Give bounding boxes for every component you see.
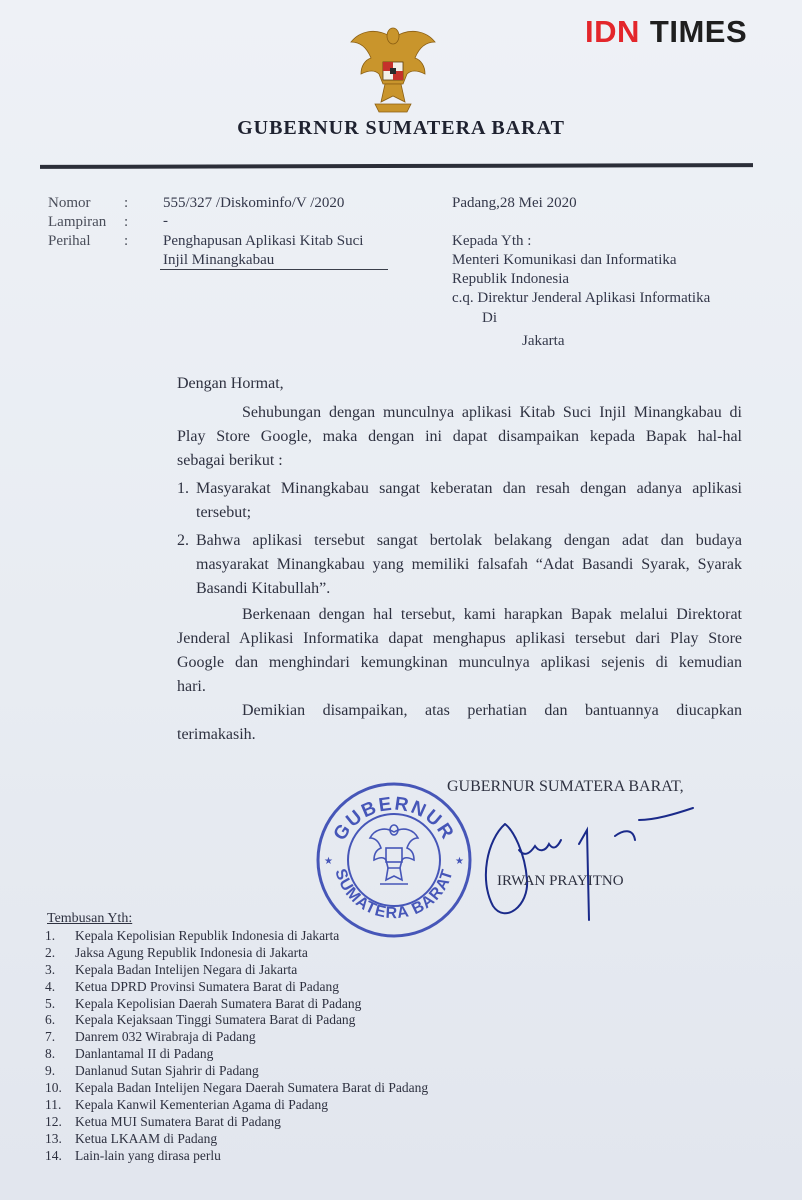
list-item-text: Kepala Kepolisian Republik Indonesia di Jakarta [75,928,340,943]
salutation: Dengan Hormat, [177,375,284,392]
lampiran-label: Lampiran [48,214,107,230]
list-item [45,962,505,979]
list-item-number: 5. [45,995,56,1011]
nomor-label: Nomor [48,195,91,211]
intro-line2: Play Store Google, maka dengan ini dapat disampaikan kepada Bapak hal-hal [177,428,742,445]
point2-line2: masyarakat Minangkabau yang memiliki falsafah “Adat Basandi Syarak, Syarak [196,556,742,573]
letterhead-title: GUBERNUR SUMATERA BARAT [237,117,565,139]
list-item-number: 12. [45,1113,62,1129]
list-item [45,945,505,962]
list-item-text: Danrem 032 Wirabraja di Padang [75,1029,256,1045]
point1-line1: Masyarakat Minangkabau sangat keberatan dan resah dengan adanya aplikasi [196,480,742,497]
intro-line1: Sehubungan dengan munculnya aplikasi Kitab Suci Injil Minangkabau di [242,404,742,421]
list-item-text: Ketua LKAAM di Padang [75,1130,218,1146]
point1-line2: tersebut; [196,504,252,521]
recipient-city: Jakarta [522,333,565,349]
list-item [45,1063,505,1080]
list-item-number: 13. [45,1130,62,1146]
signature-title: GUBERNUR SUMATERA BARAT, [447,778,684,795]
list-item-number: 4. [45,978,56,994]
tembusan-list [45,928,505,1164]
intro-line3: sebagai berikut : [177,452,283,469]
point2-line3: Basandi Kitabullah”. [196,580,331,597]
list-item-number: 14. [45,1147,62,1163]
perihal-value-line2: Injil Minangkabau [163,252,275,268]
closing-line2: terimakasih. [177,726,256,743]
list-item-number: 1. [45,928,56,943]
tembusan-title: Tembusan Yth: [47,911,133,926]
list-item [45,1097,505,1114]
request-line2: Jenderal Aplikasi Informatika dapat menghapus aplikasi tersebut dari Play Store [177,630,742,647]
nomor-separator: : [124,195,129,211]
list-item [45,1131,505,1148]
request-line3: Google dan menghindari kemungkinan munculnya aplikasi sejenis di kemudian [177,654,742,671]
perihal-value-line1: Penghapusan Aplikasi Kitab Suci [163,233,364,249]
list-item [45,1046,505,1063]
letterhead-divider [40,163,753,169]
lampiran-separator: : [124,214,129,230]
list-item [45,996,505,1013]
list-item-text: Danlanud Sutan Sjahrir di Padang [75,1063,259,1079]
list-item [45,1114,505,1131]
list-item-number: 7. [45,1029,56,1045]
list-item-number: 11. [45,1096,62,1112]
list-item-text: Kepala Badan Intelijen Negara di Jakarta [75,961,298,977]
recipient-line3: c.q. Direktur Jenderal Aplikasi Informatika [452,290,711,306]
point1-number: 1. [177,480,189,497]
point2-number: 2. [177,532,189,549]
svg-text:★: ★ [455,856,464,867]
svg-text:★: ★ [324,856,333,867]
seal-top-text: GUBERNUR [329,793,459,845]
list-item [45,928,505,945]
idn-times-watermark [585,14,747,50]
list-item [45,1080,505,1097]
list-item-number: 10. [45,1080,62,1096]
garuda-emblem-icon [345,18,441,118]
list-item-text: Ketua DPRD Provinsi Sumatera Barat di Padang [75,978,339,994]
handwritten-signature [465,800,695,940]
official-seal-stamp [314,780,474,940]
recipient-line2: Republik Indonesia [452,271,570,287]
nomor-value: 555/327 /Diskominfo/V /2020 [163,195,345,211]
closing-line1: Demikian disampaikan, atas perhatian dan bantuannya diucapkan [242,702,742,719]
list-item-text: Kepala Kepolisian Daerah Sumatera Barat di Padang [75,995,362,1011]
perihal-underline [160,269,388,270]
list-item-text: Kepala Kejaksaan Tinggi Sumatera Barat di Padang [75,1012,356,1028]
request-line1: Berkenaan dengan hal tersebut, kami harapkan Bapak melalui Direktorat [242,606,742,623]
list-item-text: Danlantamal II di Padang [75,1046,214,1062]
list-item-text: Kepala Badan Intelijen Negara Daerah Sumatera Barat di Padang [75,1080,429,1096]
seal-garuda-icon [370,825,418,884]
list-item [45,979,505,996]
watermark-times: TIMES [649,14,748,49]
recipient-greeting: Kepada Yth : [452,233,532,249]
list-item [45,1012,505,1029]
list-item [45,1029,505,1046]
recipient-line1: Menteri Komunikasi dan Informatika [452,252,677,268]
list-item-number: 9. [45,1063,56,1079]
seal-bottom-text: SUMATERA BARAT [331,866,457,923]
signer-name: IRWAN PRAYITNO [497,873,624,889]
perihal-label: Perihal [48,233,91,249]
list-item-number: 2. [45,944,56,960]
watermark-idn: IDN [585,14,640,49]
recipient-di: Di [482,310,497,326]
point2-line1: Bahwa aplikasi tersebut sangat bertolak belakang dengan adat dan budaya [196,532,742,549]
list-item-text: Jaksa Agung Republik Indonesia di Jakarta [75,944,308,960]
list-item-number: 6. [45,1012,56,1028]
list-item [45,1148,505,1165]
request-line4: hari. [177,678,206,695]
lampiran-value: - [163,213,168,229]
svg-text:GUBERNUR [330,794,459,845]
list-item-number: 3. [45,961,56,977]
list-item-number: 8. [45,1046,56,1062]
perihal-separator: : [124,233,129,249]
list-item-text: Kepala Kanwil Kementerian Agama di Padang [75,1096,329,1112]
list-item-text: Lain-lain yang dirasa perlu [75,1147,221,1163]
list-item-text: Ketua MUI Sumatera Barat di Padang [75,1113,281,1129]
place-date: Padang,28 Mei 2020 [452,195,577,211]
